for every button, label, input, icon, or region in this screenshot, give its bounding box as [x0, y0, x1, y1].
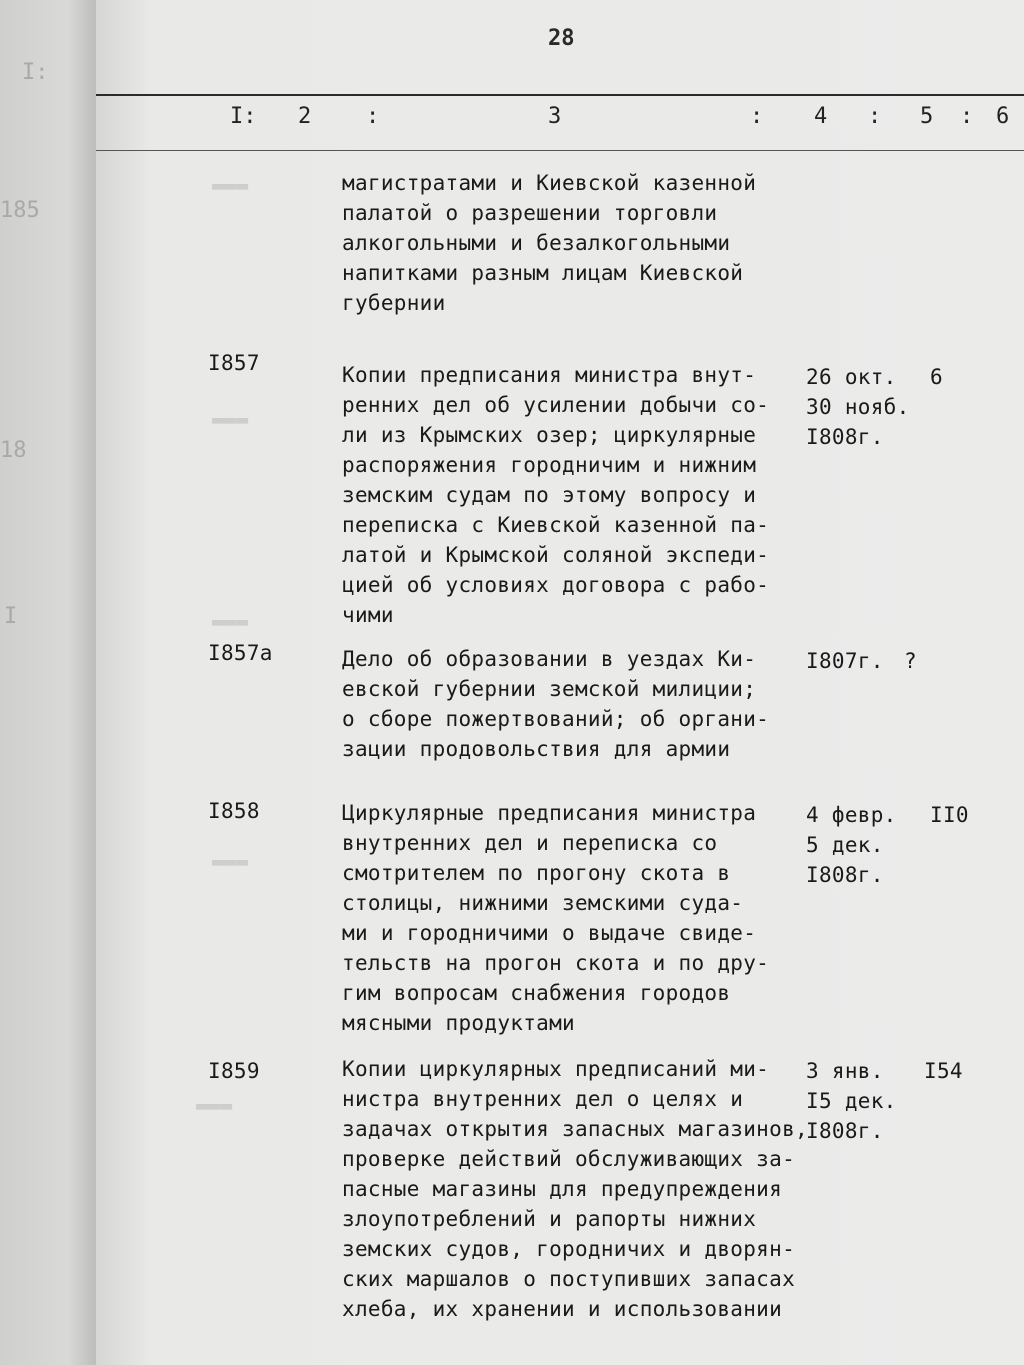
column-header: 2: [298, 104, 312, 129]
column-header: 3: [548, 104, 562, 129]
column-header: 4: [814, 104, 828, 129]
column-separator: :: [960, 104, 974, 129]
left-margin-mark: I: [4, 604, 18, 629]
row-sheets: ?: [904, 649, 917, 673]
row-number: I857: [208, 351, 260, 375]
bleed-through: ▬▬▬: [196, 1093, 233, 1117]
page-number: 28: [548, 26, 575, 51]
left-margin-mark: 185: [0, 198, 40, 223]
column-header: 6: [996, 104, 1010, 129]
row-number: I859: [208, 1059, 260, 1083]
column-header: 5: [920, 104, 934, 129]
row-number: I857а: [208, 641, 273, 665]
row-number: I858: [208, 799, 260, 823]
row-dates: 26 окт. 30 нояб. I808г.: [806, 365, 910, 449]
column-separator: :: [366, 104, 380, 129]
bleed-through: ▬▬▬: [212, 407, 249, 431]
row-sheets: 6: [930, 365, 943, 389]
row-description: Циркулярные предписания министра внутренних дел и переписка со смотрителем по прогону скота в столицы, нижними земскими суда- ми и городничими о выдаче свиде- тельств на прогон скота и по дру- гим вопросам снабжения городов мясными продуктами: [342, 801, 770, 1035]
header-bottom-rule: [96, 150, 1024, 151]
row-description: Дело об образовании в уездах Ки- евской губернии земской милиции; о сборе пожертвований; об органи- зации продовольствия для армии: [342, 647, 770, 761]
row-dates: 3 янв. I5 дек. I808г.: [806, 1059, 897, 1143]
left-page-edge: [0, 0, 96, 1365]
column-separator: :: [750, 104, 764, 129]
row-dates: I807г.: [806, 649, 884, 673]
bleed-through: ▬▬▬: [212, 173, 249, 197]
row-description: Копии циркулярных предписаний ми- нистра внутренних дел о целях и задачах открытия запасных магазинов, проверке действий обслуживающих за- пасные магазины для предупреждения злоупотреблений и рапорты нижних земских судов, городничих и дворян- ских маршалов о поступивших запасах хлеба, их хранении и использовании: [342, 1057, 808, 1321]
bleed-through: ▬▬▬: [212, 849, 249, 873]
row-dates: 4 февр. 5 дек. I808г.: [806, 803, 897, 887]
column-separator: :: [868, 104, 882, 129]
header-top-rule: [96, 94, 1024, 96]
column-header: I:: [230, 104, 257, 129]
row-sheets: II0: [930, 803, 969, 827]
left-margin-mark: I:: [22, 60, 49, 85]
left-margin-mark: 18: [0, 438, 27, 463]
row-description: Копии предписания министра внут- ренних дел об усилении добычи со- ли из Крымских озер; циркулярные распоряжения городничим и нижним земским судам по этому вопросу и переписка с Киевской казенной па- латой и Крымской соляной экспеди- цией об условиях договора с рабо- чими: [342, 363, 770, 627]
row-sheets: I54: [924, 1059, 963, 1083]
row-description: магистратами и Киевской казенной палатой о разрешении торговли алкогольными и безалкогольными напитками разным лицам Киевской губернии: [342, 171, 757, 315]
bleed-through: ▬▬▬: [212, 609, 249, 633]
